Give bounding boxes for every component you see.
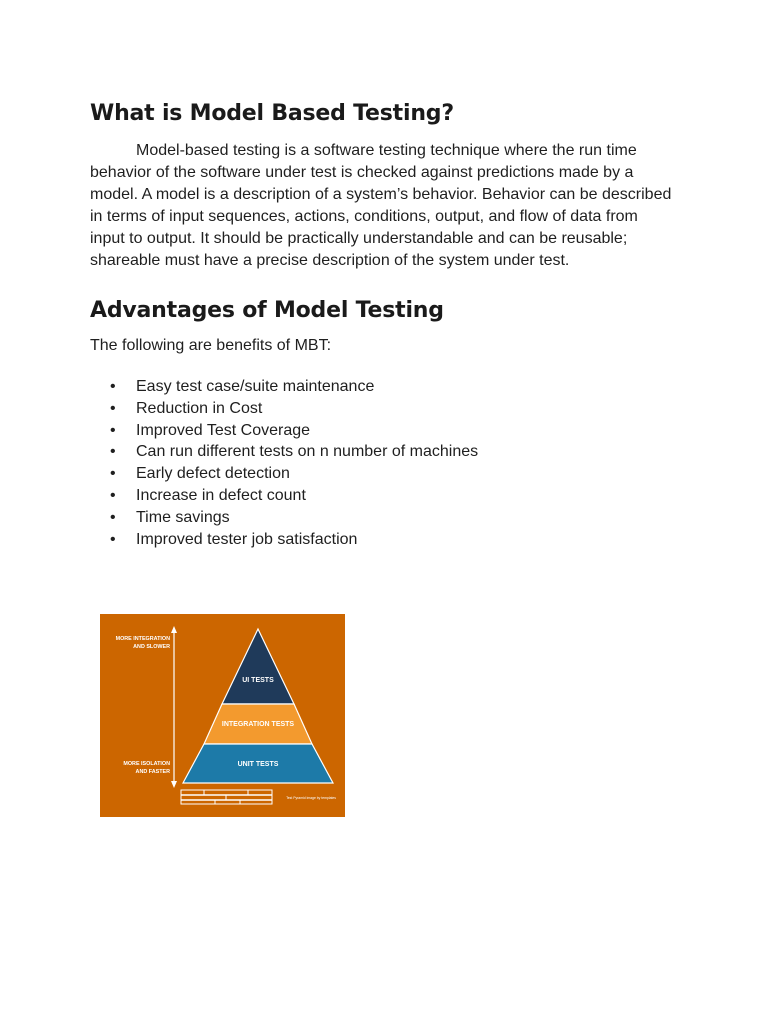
list-item [90,529,478,551]
bullet-icon: • [110,399,116,417]
paragraph-line: in terms of input sequences, actions, conditions, output, and flow of data from [90,208,638,225]
list-item-text: Early defect detection [136,465,290,483]
paragraph-line: model. A model is a description of a system’s behavior. Behavior can be described [90,186,672,203]
test-pyramid-diagram [100,614,345,817]
bottom-axis-label-line: AND FASTER [135,769,170,775]
bullet-icon: • [110,378,116,395]
bottom-axis-label-line: MORE ISOLATION [123,761,170,767]
paragraph-line: input to output. It should be practically understandable and can be reusable; [90,230,628,247]
test-pyramid-figure [100,614,345,817]
bullet-icon: • [110,443,116,461]
list-item [90,441,478,463]
paragraph-line: Model-based testing is a software testing technique where the run time [136,142,637,159]
list-item-text: Improved Test Coverage [136,421,311,439]
arrow-up-icon [171,626,177,633]
benefits-intro: The following are benefits of MBT: [90,337,332,354]
bullet-icon: • [110,421,116,439]
list-item-text: Improved tester job satisfaction [136,530,358,548]
top-axis-label-line: MORE INTEGRATION [115,636,170,642]
list-item-text: Can run different tests on n number of machines [136,443,479,461]
pyramid-tier-ui [222,629,294,704]
list-item-text: Easy test case/suite maintenance [136,378,375,395]
paragraph-line: behavior of the software under test is checked against predictions made by a [90,164,634,181]
bullet-icon: • [110,465,116,483]
list-item [90,485,478,507]
list-item [90,398,478,420]
list-item [90,507,478,529]
tier-label-ui: UI TESTS [242,677,274,684]
list-item [90,420,478,442]
list-item-text: Increase in defect count [136,486,306,504]
benefits-list [90,376,478,550]
bullet-icon: • [110,486,116,504]
mbt-definition-paragraph [90,140,680,272]
templates-logo-icon [181,790,272,804]
arrow-down-icon [171,781,177,788]
list-item [90,463,478,485]
bullet-icon: • [110,508,116,526]
list-item-text: Reduction in Cost [136,399,263,417]
bullet-icon: • [110,530,116,548]
paragraph-line: shareable must have a precise description of the system under test. [90,252,570,269]
section-heading-advantages: Advantages of Model Testing [90,298,444,323]
list-item [90,376,478,398]
top-axis-label-line: AND SLOWER [133,644,170,650]
list-item-text: Time savings [136,508,230,526]
section-heading-what-is-mbt: What is Model Based Testing? [90,101,454,126]
tier-label-unit: UNIT TESTS [237,761,279,768]
tier-label-integration: INTEGRATION TESTS [221,721,295,728]
image-credit: Test Pyramid image by templates [286,796,336,800]
